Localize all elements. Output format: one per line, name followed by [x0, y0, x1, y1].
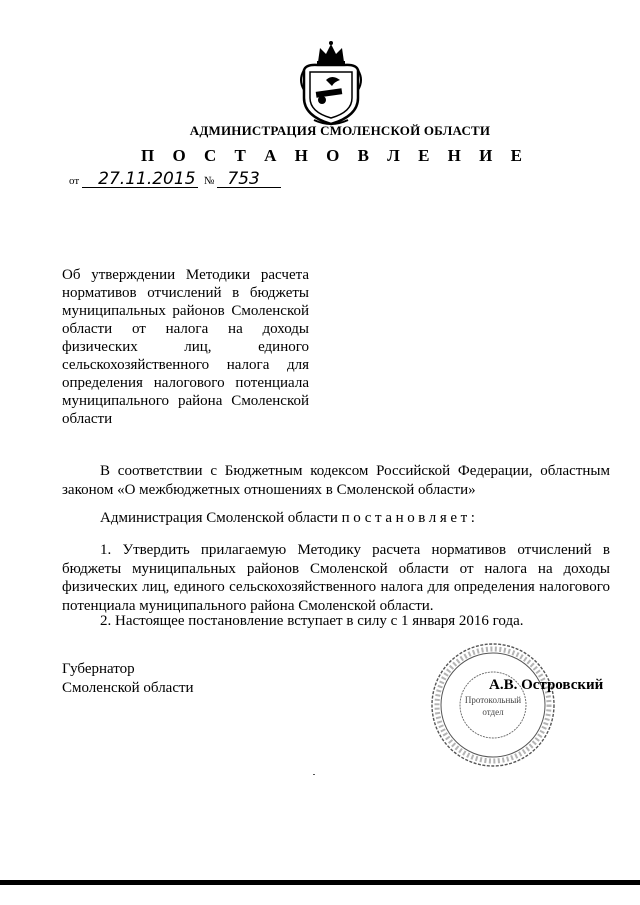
resolves-prefix: Администрация Смоленской области: [100, 510, 342, 526]
subject-line: Об утверждении Методики расчета: [62, 267, 309, 283]
subject-line: области: [62, 411, 113, 427]
document-type-title: П О С Т А Н О В Л Е Н И Е: [141, 146, 529, 165]
subject-line: определения налогового потенциала: [62, 375, 309, 391]
item-1-line: 1. Утвердить прилагаемую Методику расчета нормативов отчислений в: [100, 542, 610, 558]
subject-line: муниципального района Смоленской: [62, 393, 309, 409]
subject-line: физических лиц, единого: [62, 339, 309, 355]
item-1-paragraph: [62, 541, 610, 615]
item-1-line: физических лиц, единого сельскохозяйственного налога для определения налогового: [62, 579, 610, 595]
scan-speck: [313, 774, 315, 775]
stamp-inner-line: отдел: [482, 707, 504, 717]
organization-title: АДМИНИСТРАЦИЯ СМОЛЕНСКОЙ ОБЛАСТИ: [189, 123, 491, 138]
office-stamp: [428, 640, 558, 770]
resolves-keyword: постановляет:: [341, 510, 479, 526]
document-date: 27.11.2015: [82, 171, 198, 188]
preamble-line: В соответствии с Бюджетным кодексом Российской Федерации, областным: [100, 463, 610, 479]
item-1-line: потенциала муниципального района Смоленской области.: [62, 597, 434, 614]
signatory-position-line: Губернатор: [62, 661, 135, 677]
subject-line: области от налога на доходы: [62, 321, 309, 337]
signatory-position-line: Смоленской области: [62, 679, 194, 696]
signatory-name: А.В. Островский: [489, 677, 604, 693]
item-1-line: бюджеты муниципальных районов Смоленской области от налога на доходы: [62, 560, 610, 577]
signatory-position: [62, 660, 194, 697]
stamp-inner-line: Протокольный: [464, 695, 522, 705]
item-2-paragraph: [62, 612, 610, 631]
document-number: 753: [217, 171, 281, 188]
document-subject: [62, 266, 309, 428]
resolves-paragraph: [62, 509, 610, 528]
subject-line: нормативов отчислений в бюджеты: [62, 285, 309, 301]
preamble-line: законом «О межбюджетных отношениях в Смоленской области»: [62, 481, 476, 498]
date-number-line: [66, 171, 281, 188]
number-label: №: [203, 175, 215, 187]
scan-bottom-edge: [0, 880, 640, 885]
item-2-line: 2. Настоящее постановление вступает в силу с 1 января 2016 года.: [100, 613, 524, 629]
subject-line: муниципальных районов Смоленской: [62, 303, 309, 319]
preamble-paragraph: [62, 462, 610, 499]
subject-line: сельскохозяйственного налога для: [62, 357, 309, 373]
coat-of-arms-emblem: [296, 40, 366, 128]
resolves-line: [62, 509, 610, 528]
date-label: от: [69, 175, 80, 187]
